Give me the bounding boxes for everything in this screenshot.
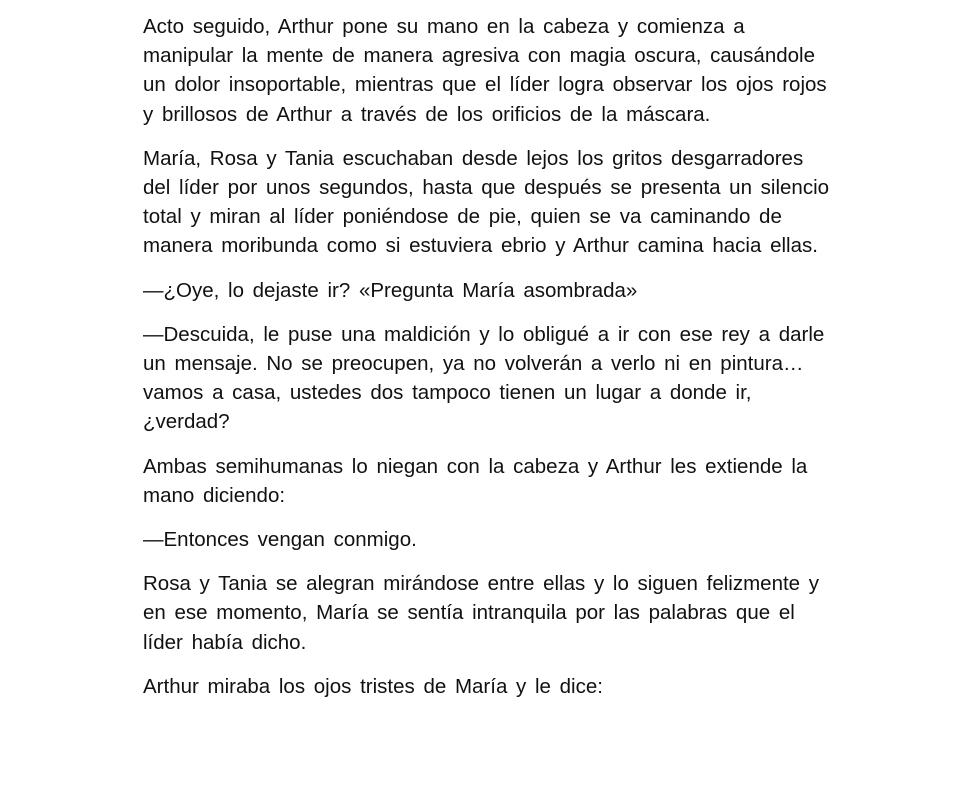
paragraph-2: María, Rosa y Tania escuchaban desde lejos los gritos desgarradores del líder por unos segundos, hasta que después se presenta un silencio total y miran al líder poniéndose de pie, quien se va caminando de manera moribunda como si estuviera ebrio y Arthur camina hacia ellas. xyxy=(143,146,830,258)
paragraph-6-dialogue: —Entonces vengan conmigo. xyxy=(143,528,417,552)
document-page xyxy=(143,12,833,716)
paragraph-8: Arthur miraba los ojos tristes de María y le dice: xyxy=(143,674,603,698)
paragraph-5: Ambas semihumanas lo niegan con la cabeza y Arthur les extiende la mano diciendo: xyxy=(143,454,808,507)
paragraph-1: Acto seguido, Arthur pone su mano en la cabeza y comienza a manipular la mente de manera agresiva con magia oscura, causándole un dolor insoportable, mientras que el líder logra observar los ojos rojos y brillosos de Arthur a través de los orificios de la máscara. xyxy=(143,15,827,126)
paragraph-4-dialogue: —Descuida, le puse una maldición y lo obligué a ir con ese rey a darle un mensaje. No se preocupen, ya no volverán a verlo ni en pintura… vamos a casa, ustedes dos tampoco tienen un lugar a donde ir, ¿verdad? xyxy=(143,322,825,434)
paragraph-7: Rosa y Tania se alegran mirándose entre ellas y lo siguen felizmente y en ese momento, María se sentía intranquila por las palabras que el líder había dicho. xyxy=(143,572,820,654)
paragraph-3-dialogue: —¿Oye, lo dejaste ir? «Pregunta María asombrada» xyxy=(143,278,638,302)
